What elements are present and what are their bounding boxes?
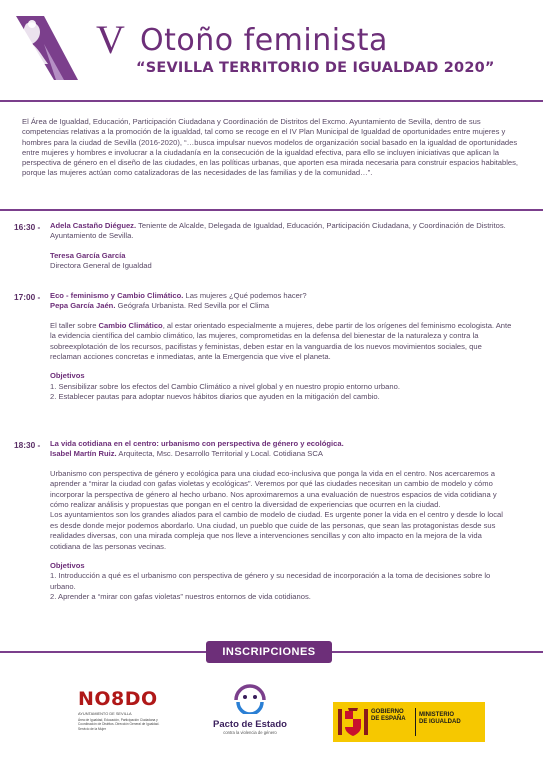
session-1: [50, 221, 512, 272]
session-1-time: 16:30 -: [14, 222, 41, 232]
header: [0, 0, 543, 100]
session-1-speaker-2-role: Directora General de Igualdad: [50, 261, 152, 271]
page-title: [96, 17, 536, 62]
session-2-speaker-name: Pepa García Jaén.: [50, 301, 116, 311]
gobierno-separator: [415, 708, 416, 736]
session-1-speaker-2-name: Teresa García García: [50, 250, 126, 260]
session-2-objective-2: 2. Establecer pautas para adoptar nuevos hábitos diarios que ayuden en la mitigación del cambio.: [50, 392, 380, 402]
session-3-objective-1: 1. Introducción a qué es el urbanismo con perspectiva de género y su necesidad de incorporación a la toma de decisiones sobre lo urbano.: [50, 571, 491, 591]
session-3-body-2: Los ayuntamientos son los grandes aliados para el cambio de modelo de ciudad. Es urgente poner la vida en el centro y desde lo local es desde donde mejor podemos abordarlo. Una ciudad, un pueblo que cuide de las personas, que sean las protagonistas desde sus realidades diversas, con una mirada compleja que nos lleve a intervenciones sencillas y con alto impacto en la mejora de la vida cotidiana de las personas vecinas.: [50, 510, 503, 551]
session-3-time: 18:30 -: [14, 440, 41, 450]
spain-coat-of-arms-icon: [336, 705, 370, 739]
section-divider: [0, 209, 543, 211]
gobierno-label: GOBIERNO DE ESPAÑA: [371, 709, 406, 723]
pacto-title: Pacto de Estado: [213, 719, 287, 730]
pacto-de-estado-logo: [200, 684, 300, 735]
header-divider: [0, 100, 543, 102]
title-roman-numeral: V: [96, 17, 125, 62]
gobierno-de-espana-logo: [333, 702, 485, 742]
ministerio-label: MINISTERIO DE IGUALDAD: [419, 712, 461, 726]
session-3-objective-2: 2. Aprender a “mirar con gafas violetas” nuestros entornos de vida cotidianos.: [50, 592, 311, 602]
session-2: [50, 291, 512, 403]
session-2-time: 17:00 -: [14, 292, 41, 302]
session-2-title-rest: Las mujeres ¿Qué podemos hacer?: [185, 291, 307, 300]
pacto-subtitle: contra la violencia de género: [223, 730, 277, 735]
session-3-body-1: Urbanismo con perspectiva de género y ecológica para una ciudad eco-inclusiva que ponga la vida en el centro. Nos acercaremos a aprender a “mirar la ciudad con gafas violetas y ecológicas”. Veremos por qué las ciudades necesitan un cambio de modelo y cómo incorporar la perspectiva de género al hecho urbano. Nos aproximaremos a una evaluación de nuestros espacios de vida cotidiana y cómo realizar análisis y propuestas que pongan en el centro la diversidad de experiencias que ocurren en la ciudad.: [50, 468, 497, 510]
session-2-body-highlight: Cambio Climático: [98, 320, 163, 330]
session-2-body: El taller sobre Cambio Climático, al estar orientado especialmente a mujeres, debe partir de los orígenes del feminismo ecologista. Ante la evidencia científica del cambio climático, las mujeres, comprometidas en la defensa del bienestar de la naturaleza y contra la sobreexplotación de los recursos, pacifistas y feministas, deben estar en la vanguardia de los nuevos movimientos sociales, que reclaman acciones concretas e inmediatas, ante la Emergencia que vive el planeta.: [50, 320, 512, 362]
session-3-title: La vida cotidiana en el centro: urbanismo con perspectiva de género y ecológica.: [50, 439, 344, 448]
inscripciones-button[interactable]: INSCRIPCIONES: [206, 641, 332, 663]
session-3-speaker-name: Isabel Martín Ruiz.: [50, 449, 117, 459]
ayuntamiento-department: Área de Igualdad, Educación, Participación Ciudadana y Coordinación de Distritos. Dirección General de Igualdad. Servicio de la Mujer: [78, 718, 160, 731]
session-2-objective-1: 1. Sensibilizar sobre los efectos del Cambio Climático a nivel global y en nuestro propio entorno urbano.: [50, 381, 400, 391]
feminist-silhouette-icon: [14, 14, 80, 84]
session-3-objectives-title: Objetivos: [50, 561, 85, 571]
session-2-title: Eco - feminismo y Cambio Climático.: [50, 291, 184, 300]
session-2-speaker-role: Geógrafa Urbanista. Red Sevilla por el Clima: [117, 301, 270, 311]
intro-paragraph: El Área de Igualdad, Educación, Participación Ciudadana y Coordinación de Distritos del Excmo. Ayuntamiento de Sevilla, dentro de sus competencias relativas a la promoción de la igualdad, tal como se recoge en el IV Plan Municipal de Igualdad de oportunidades entre mujeres y hombres para la ciudad de Sevilla (2016-2020), “…busca impulsar nuevos modelos de organización social basado en la igualdad de oportunidades entre mujeres y hombres e involucrar a la ciudadanía en la consecución de la igualdad efectiva, para ello se incluyen iniciativas que aplican la perspectiva de género en el diseño de las ciudades, en las políticas urbanas, que aporten esa mirada necesaria para construir espacios habitables, porque las mujeres actúan como catalizadoras de las necesidades de las familias y de la comunidad…”.: [22, 117, 519, 178]
page-subtitle: “SEVILLA TERRITORIO DE IGUALDAD 2020”: [136, 60, 495, 76]
title-text: Otoño feminista: [140, 23, 388, 58]
ayuntamiento-logo: [78, 688, 160, 731]
session-1-speaker-1-role: Teniente de Alcalde, Delegada de Igualdad, Educación, Participación Ciudadana, y Coordinación de Distritos. Ayuntamiento de Sevilla.: [50, 221, 506, 241]
session-2-objectives-title: Objetivos: [50, 371, 85, 381]
footer: [0, 670, 543, 768]
pacto-circle-icon: [230, 684, 270, 714]
session-3-speaker-role: Arquitecta, Msc. Desarrollo Territorial y Local. Cotidiana SCA: [118, 449, 323, 459]
session-3: [50, 439, 512, 603]
ayuntamiento-label: AYUNTAMIENTO DE SEVILLA: [78, 711, 132, 716]
nosdo-wordmark: NO8DO: [78, 688, 158, 710]
session-1-speaker-1-name: Adela Castaño Diéguez.: [50, 221, 137, 230]
